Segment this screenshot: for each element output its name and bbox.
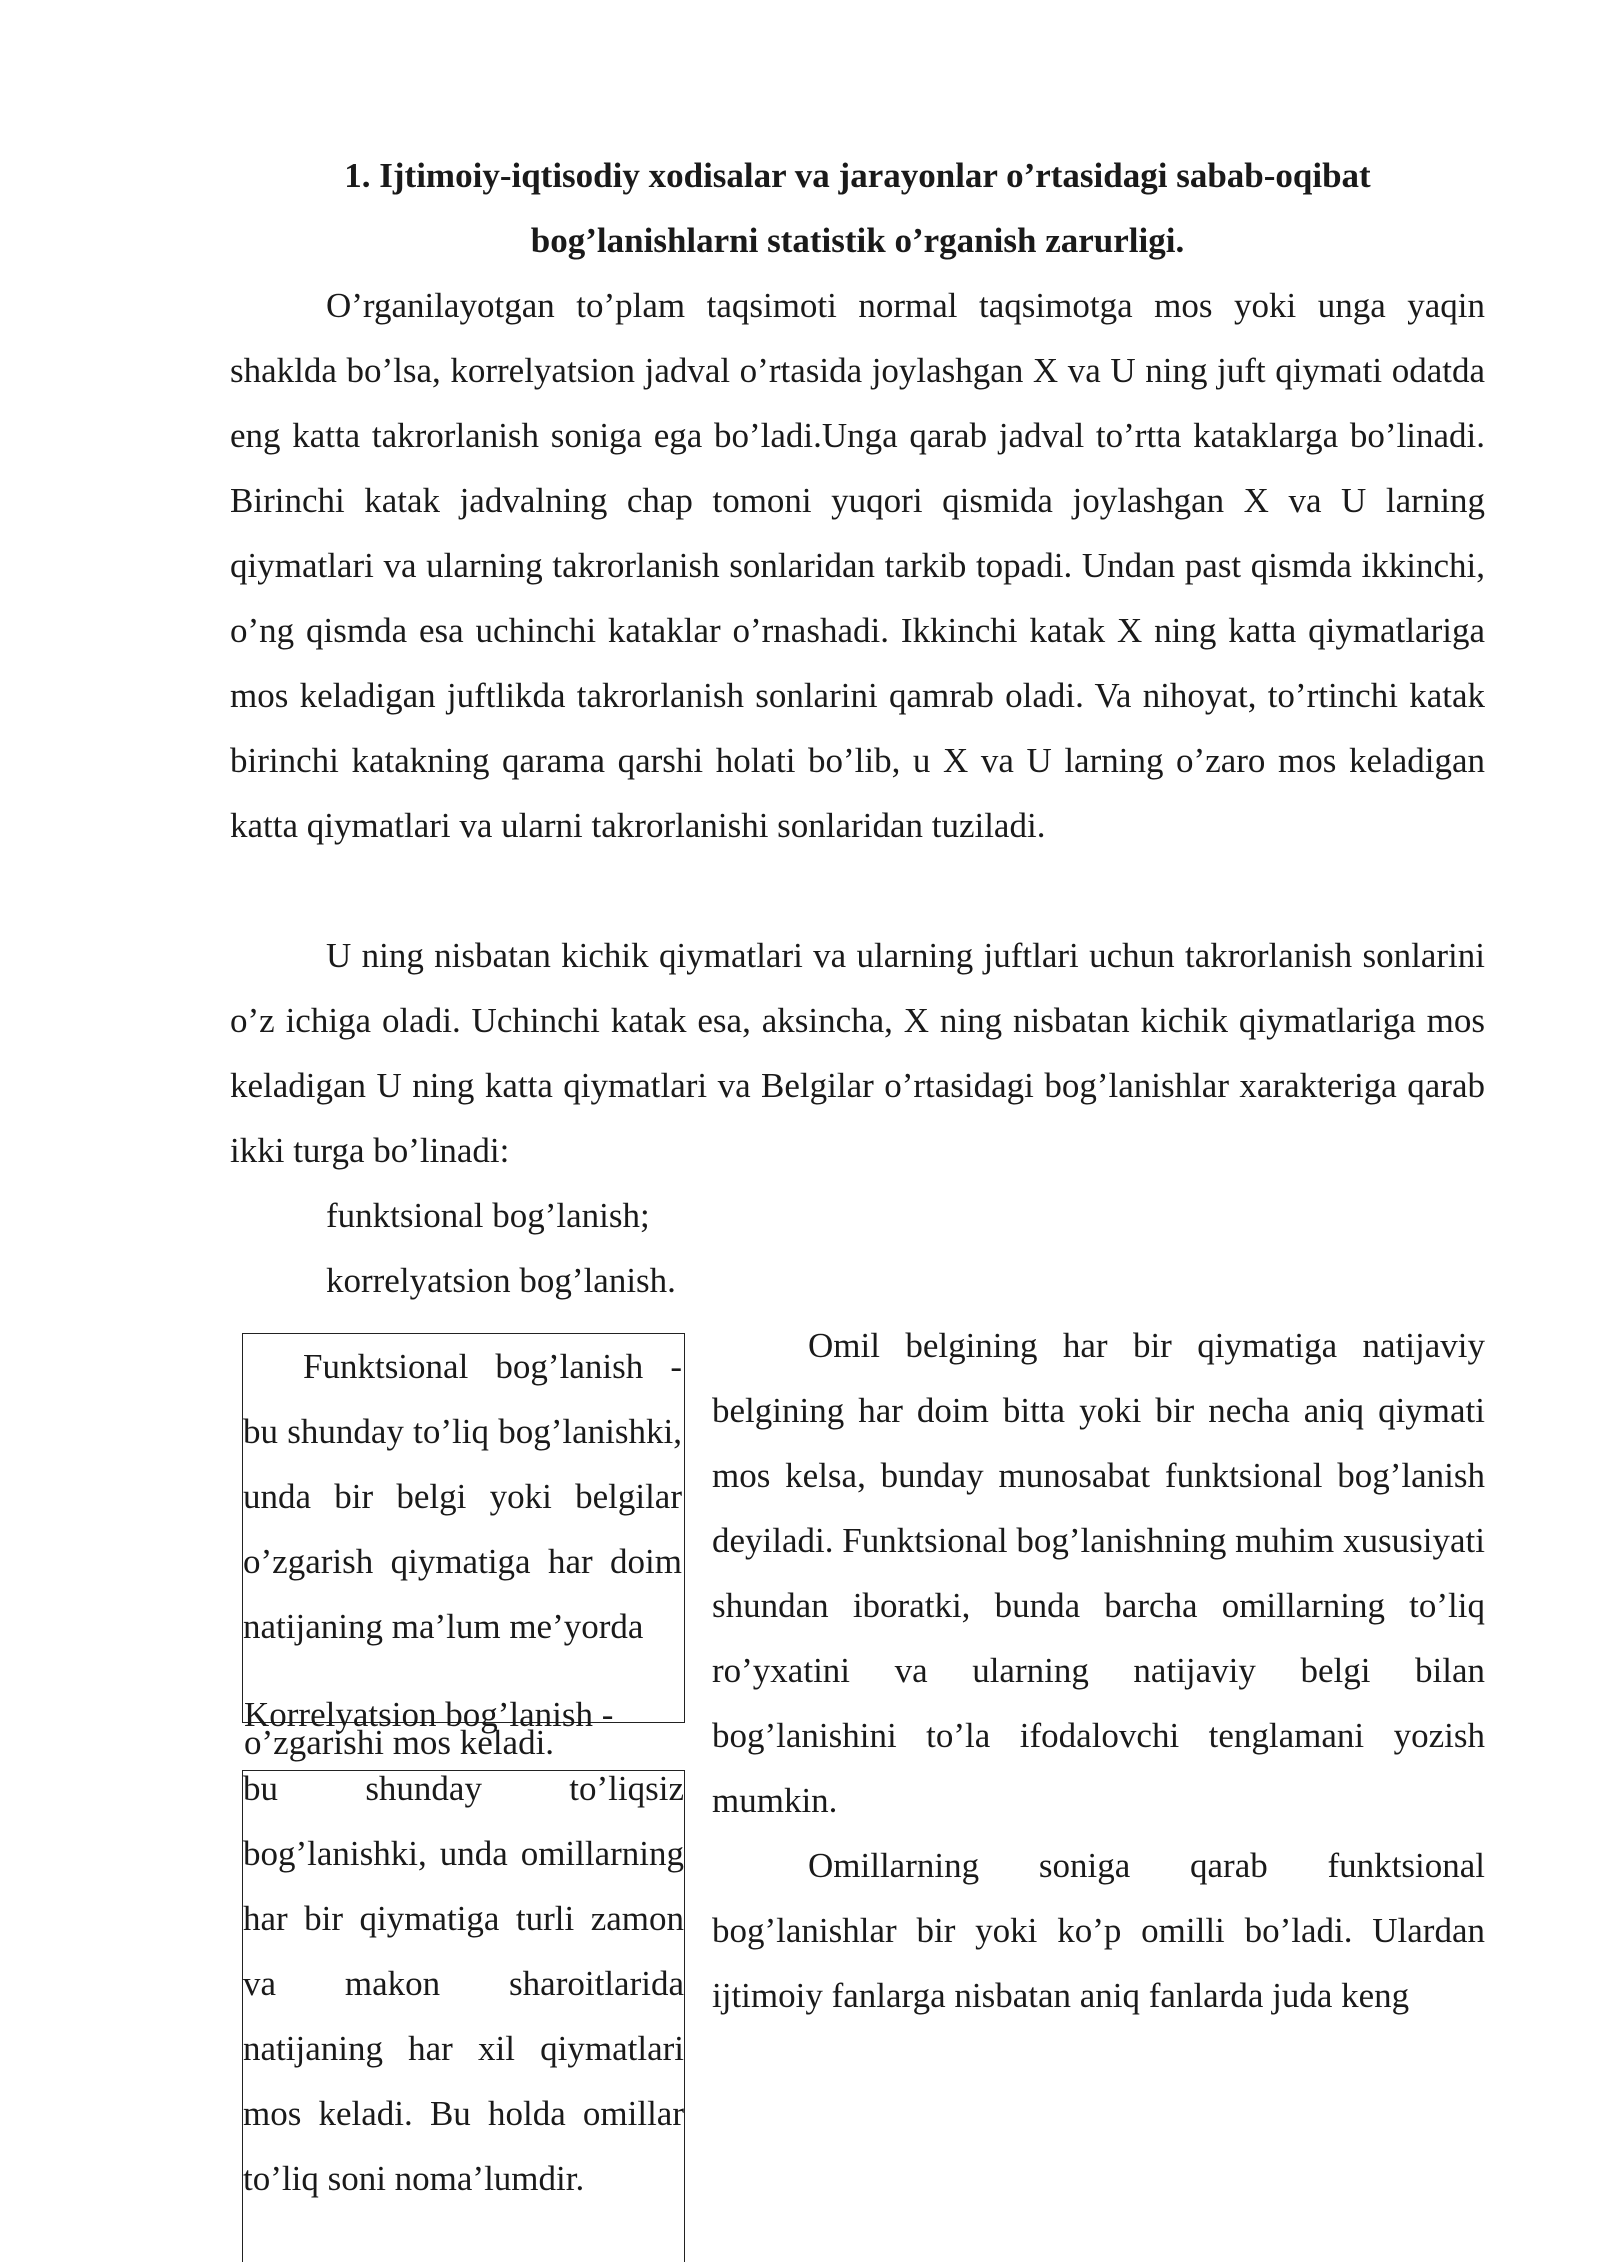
- heading-line-2: bog’lanishlarni statistik o’rganish zarurligi.: [530, 221, 1185, 260]
- correlation-definition-heading: [244, 1695, 682, 1734]
- correlation-definition-first-line: Korrelyatsion bog’lanish -: [244, 1695, 614, 1734]
- list-item-functional: funktsional bog’lanish;: [326, 1196, 650, 1235]
- right-paragraph-2: Omillarning soniga qarab funktsional bog’lanishlar bir yoki ko’p omilli bo’ladi. Ulardan ijtimoiy fanlarga nisbatan aniq fanlarda juda keng: [712, 1846, 1485, 2015]
- correlation-definition-text: bu shunday to’liqsiz bog’lanishki, unda omillarning har bir qiymatiga turli zamon va makon sharoitlarida natijaning har xil qiymatlari mos keladi. Bu holda omillar to’liq soni noma’lumdir.: [243, 1770, 684, 2198]
- functional-definition-box: [242, 1333, 685, 1723]
- body-text: [230, 273, 1485, 858]
- right-column: [712, 1313, 1485, 2028]
- paragraph-1: O’rganilayotgan to’plam taqsimoti normal taqsimotga mos yoki unga yaqin shaklda bo’lsa, korrelyatsion jadval o’rtasida joylashgan X va U ning juft qiymati odatda eng katta takrorlanish soniga ega bo’ladi.Unga qarab jadval to’rtta kataklarga bo’linadi. Birinchi katak jadvalning chap tomoni yuqori qismida joylashgan X va U larning qiymatlari va ularning takrorlanish sonlaridan tarkib topadi. Undan past qismda ikkinchi, o’ng qismda esa uchinchi kataklar o’rnashadi. Ikkinchi katak X ning katta qiymatlariga mos keladigan juftlikda takrorlanish sonlarini qamrab oladi. Va nihoyat, to’rtinchi katak birinchi katakning qarama qarshi holati bo’lib, u X va U larning o’zaro mos keladigan katta qiymatlari va ularni takrorlanishi sonlaridan tuziladi.: [230, 286, 1485, 845]
- right-paragraph-1: Omil belgining har bir qiymatiga natijaviy belgining har doim bitta yoki bir necha aniq qiymati mos kelsa, bunday munosabat funktsional bog’lanish deyiladi. Funktsional bog’lanishning muhim xususiyati shundan iboratki, bunda barcha omillarning to’liq ro’yxatini va ularning natijaviy belgi bilan bog’lanishini to’la ifodalovchi tenglamani yozish mumkin.: [712, 1326, 1485, 1820]
- functional-definition-tail: o’zgarishi mos keladi.: [244, 1723, 555, 1762]
- heading-line-1: 1. Ijtimoiy-iqtisodiy xodisalar va jarayonlar o’rtasidagi sabab-oqibat: [344, 156, 1371, 195]
- list-item-correlation: korrelyatsion bog’lanish.: [326, 1261, 676, 1300]
- functional-definition-text: Funktsional bog’lanish - bu shunday to’liq bog’lanishki, unda bir belgi yoki belgilar o’zgarish qiymatiga har doim natijaning ma’lum me’yorda: [243, 1347, 682, 1646]
- section-heading: [230, 143, 1485, 273]
- correlation-definition-box: [242, 1770, 685, 2262]
- paragraph-2: U ning nisbatan kichik qiymatlari va ularning juftlari uchun takrorlanish sonlarini o’z ichiga oladi. Uchinchi katak esa, aksincha, X ning nisbatan kichik qiymatlariga mos keladigan U ning katta qiymatlari va Belgilar o’rtasidagi bog’lanishlar xarakteriga qarab ikki turga bo’linadi:: [230, 936, 1485, 1170]
- body-text-2: [230, 923, 1485, 1183]
